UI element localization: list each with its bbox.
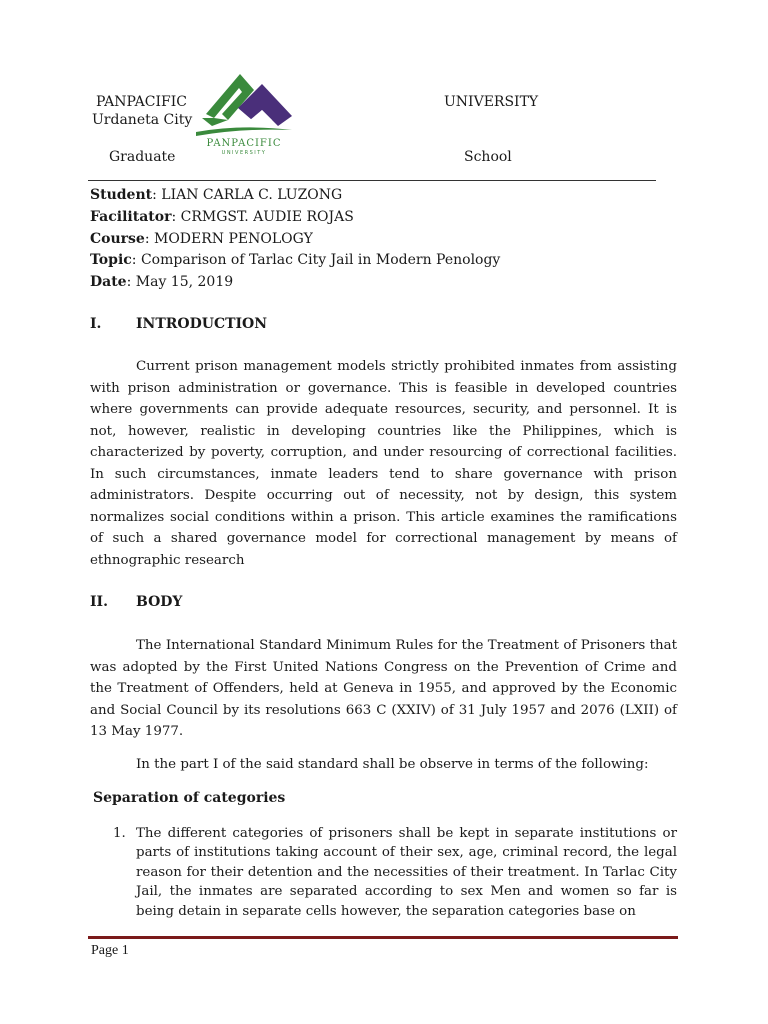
footer-rule: [88, 936, 678, 939]
student-line: [90, 185, 342, 207]
facilitator-line: [90, 207, 354, 229]
page-number: Page 1: [91, 943, 129, 958]
body-numeral: II.: [90, 594, 108, 610]
topic-value: : Comparison of Tarlac City Jail in Modern Penology: [131, 252, 501, 268]
logo-subtext: UNIVERSITY: [221, 150, 267, 156]
university-name-left: PANPACIFIC: [96, 94, 187, 110]
graduate-label: Graduate: [109, 149, 176, 165]
body-paragraph-1: The International Standard Minimum Rules for the Treatment of Prisoners that was adopted by the First United Nations Congress on the Prevention of Crime and the Treatment of Offenders, held at Geneva in 1955, and approved by the Economic and Social Council by its resolutions 663 C (XXIV) of 31 July 1957 and 2076 (LXII) of 13 May 1977.: [90, 638, 677, 739]
student-label: Student: [90, 187, 153, 203]
date-value: : May 15, 2019: [126, 274, 234, 290]
university-name-right: UNIVERSITY: [444, 94, 539, 110]
intro-paragraph: Current prison management models strictly prohibited inmates from assisting with prison administration or governance. This is feasible in developed countries where governments can provide adequate resources, security, and personnel. It is not, however, realistic in developing countries like the Philippines, which is characterized by poverty, corruption, and under resourcing of correctional facilities. In such circumstances, inmate leaders tend to share governance with prison administrators. Despite occurring out of necessity, not by design, this system normalizes social conditions within a prison. This article examines the ramifications of such a shared governance model for correctional management by means of ethnographic research: [90, 359, 677, 568]
course-value: : MODERN PENOLOGY: [144, 231, 313, 247]
logo-text: PANPACIFIC: [206, 138, 282, 149]
date-line: [90, 272, 233, 294]
university-city: Urdaneta City: [92, 112, 193, 128]
separation-subheading: Separation of categories: [93, 790, 286, 806]
date-label: Date: [90, 274, 127, 290]
course-line: [90, 229, 313, 251]
university-logo: [192, 70, 296, 160]
student-value: : LIAN CARLA C. LUZONG: [152, 187, 343, 203]
list-item: The different categories of prisoners shall be kept in separate institutions or parts of institutions taking account of their sex, age, criminal record, the legal reason for their detention and the necessities of their treatment. In Tarlac City Jail, the inmates are separated according to sex Men and women so far is being detain in separate cells however, the separation categories base on: [136, 826, 677, 919]
facilitator-value: : CRMGST. AUDIE ROJAS: [171, 209, 354, 225]
header-divider: [88, 180, 656, 181]
topic-line: [90, 250, 500, 272]
logo-emblem-icon: [192, 70, 296, 160]
body-paragraph-2: In the part I of the said standard shall be observe in terms of the following:: [136, 757, 649, 772]
body-heading: BODY: [136, 594, 183, 610]
topic-label: Topic: [90, 252, 132, 268]
school-label: School: [464, 149, 512, 165]
list-number: 1.: [113, 826, 126, 841]
facilitator-label: Facilitator: [90, 209, 172, 225]
intro-numeral: I.: [90, 316, 102, 332]
intro-heading: INTRODUCTION: [136, 316, 268, 332]
course-label: Course: [90, 231, 145, 247]
